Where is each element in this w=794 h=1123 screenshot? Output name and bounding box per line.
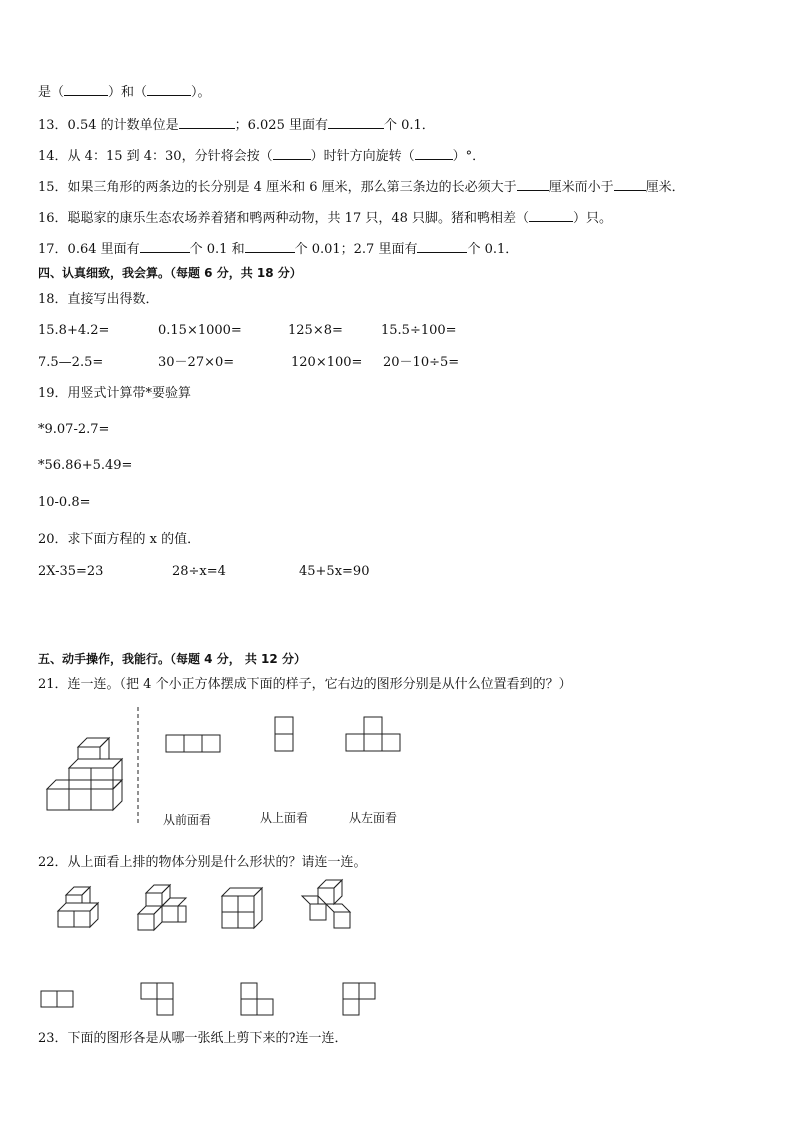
question-16: 16．聪聪家的康乐生态农场养着猪和鸭两种动物，共 17 只，48 只脚。猪和鸭相差（ ）只。 (38, 211, 613, 226)
expression: 15.8+4.2= (38, 323, 110, 338)
view-t-shape[interactable] (346, 717, 400, 751)
question-15: 15．如果三角形的两条边的长分别是 4 厘米和 6 厘米，那么第三条边的长必须大于 厘米而小于 厘米． (38, 180, 685, 195)
expression: 120×100= (291, 355, 363, 370)
question-18-title: 18．直接写出得数． (38, 292, 159, 307)
object-1[interactable] (58, 887, 98, 927)
expression: 20－10÷5= (383, 355, 460, 370)
equation: 45+5x=90 (299, 564, 370, 579)
expression: 125×8= (288, 323, 343, 338)
expression: 0.15×1000= (158, 323, 242, 338)
question-20-title: 20．求下面方程的 x 的值． (38, 532, 201, 547)
expression: *9.07-2.7= (38, 422, 110, 437)
view-two-stacked[interactable] (275, 717, 293, 751)
expression: 15.5÷100= (381, 323, 457, 338)
question-19-title: 19．用竖式计算带*要验算 (38, 386, 192, 401)
shape-1[interactable] (41, 991, 73, 1007)
cube-stack-figure (47, 738, 122, 810)
view-three-in-row[interactable] (166, 735, 220, 752)
expression: 30－27×0= (158, 355, 235, 370)
view-label-top: 从上面看 (260, 811, 309, 825)
expression: 7.5—2.5= (38, 355, 104, 370)
shape-4[interactable] (343, 983, 375, 1015)
shape-3[interactable] (241, 983, 273, 1015)
object-3[interactable] (222, 888, 262, 928)
shape-2[interactable] (141, 983, 173, 1015)
expression: *56.86+5.49= (38, 458, 133, 473)
question-22-title: 22．从上面看上排的物体分别是什么形状的？请连一连。 (38, 855, 367, 870)
question-13: 13．0.54 的计数单位是 ；6.025 里面有 个 0.1． (38, 118, 435, 133)
view-label-left: 从左面看 (349, 811, 398, 825)
q12-tail: 是（ ）和（ ）。 (38, 85, 211, 100)
object-2[interactable] (138, 885, 186, 930)
view-label-front: 从前面看 (163, 813, 212, 827)
section-5-heading: 五、动手操作，我能行。（每题 4 分， 共 12 分） (38, 652, 306, 666)
question-17: 17．0.64 里面有 个 0.1 和 个 0.01；2.7 里面有 个 0.1． (38, 242, 519, 257)
question-23-title: 23．下面的图形各是从哪一张纸上剪下来的?连一连． (38, 1031, 348, 1046)
question-14: 14．从 4：15 到 4：30，分针将会按（ ）时针方向旋转（ ）°． (38, 149, 486, 164)
section-4-heading: 四、认真细致，我会算。（每题 6 分，共 18 分） (38, 266, 302, 280)
equation: 28÷x=4 (172, 564, 226, 579)
question-21-title: 21．连一连。（把 4 个小正方体摆成下面的样子，它右边的图形分别是从什么位置看到的？） (38, 677, 572, 692)
equation: 2X-35=23 (38, 564, 104, 579)
object-4[interactable] (302, 880, 350, 928)
expression: 10-0.8= (38, 495, 91, 510)
